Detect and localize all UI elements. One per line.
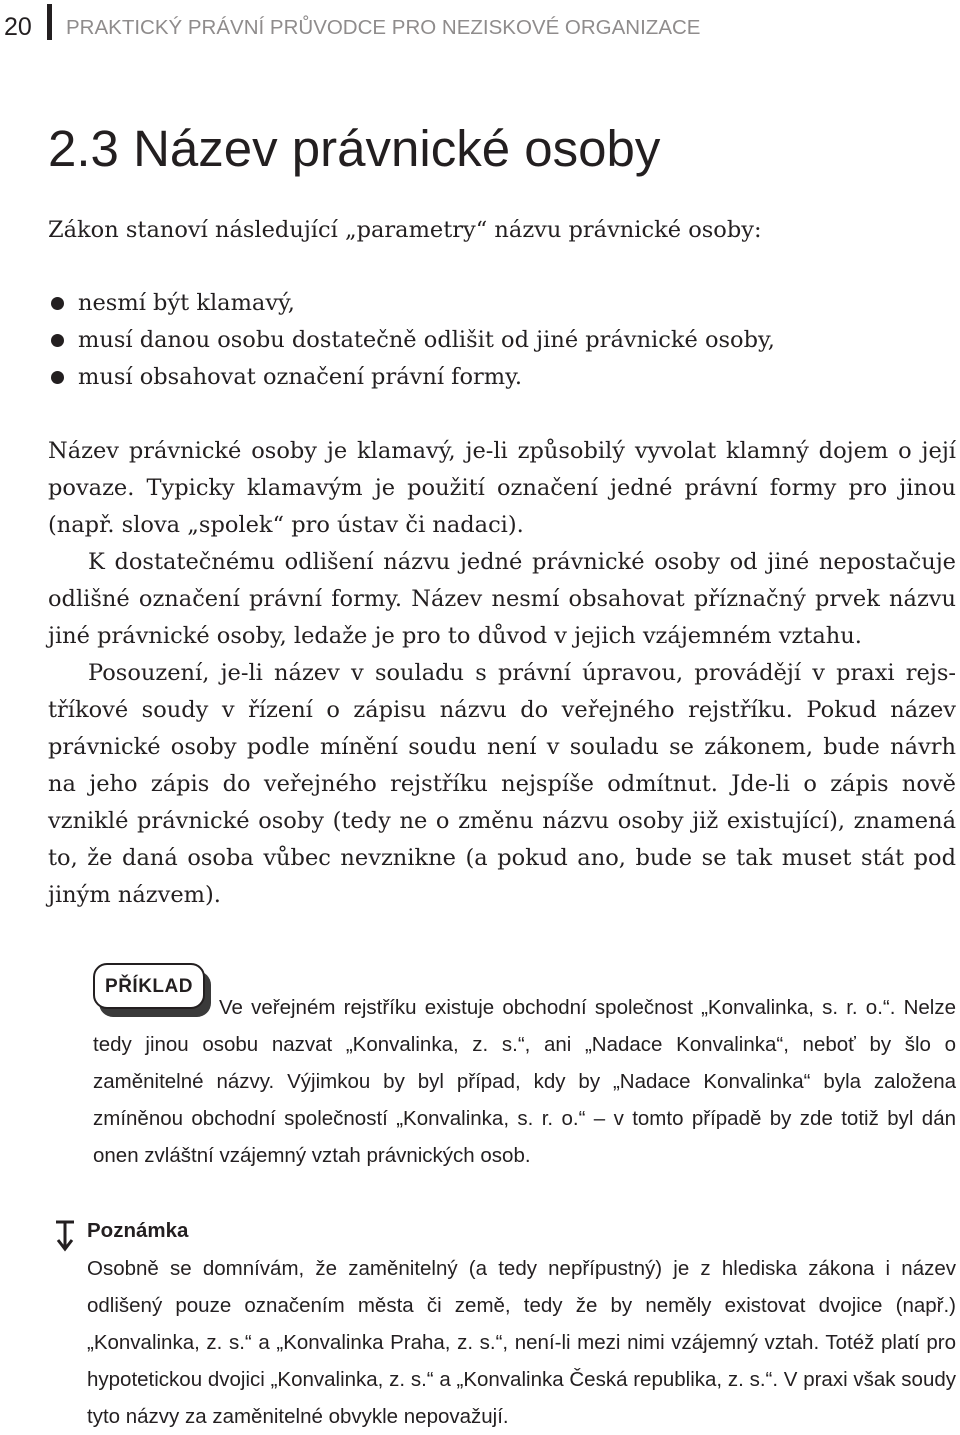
list-item — [48, 322, 775, 359]
bullet-dot-icon — [51, 371, 64, 384]
paragraph: Posouzení, je-li název v souladu s právní úpravou, provádějí v praxi rejstříkové soudy v řízení o zápisu názvu do veřejného rejstříku. Pokud název právnické osoby podle mínění soudu není v souladu se zákonem, bude návrh na jeho zápis do veřejného rejstříku nejspíše odmítnut. Jde-li o zápis nově vzniklé právnické osoby (tedy ne o změnu názvu osoby již existující), znamená to, že daná osoba vůbec nevznikne (a pokud ano, bude se tak muset stát pod jiným názvem). — [48, 660, 956, 908]
body-text — [48, 433, 956, 914]
bullet-dot-icon — [51, 297, 64, 310]
note-title: Poznámka — [87, 1219, 189, 1242]
section-title: 2.3 Název právnické osoby — [48, 120, 661, 177]
example-block — [93, 963, 956, 1174]
paragraph: K dostatečnému odlišení názvu jedné právnické osoby od jiné nepostačuje odlišné označení právní formy. Název nesmí obsahovat příznačný prvek názvu jiné právnické osoby, ledaže je pro to důvod v jejich vzájemném vztahu. — [48, 549, 956, 649]
list-item-text: musí obsahovat označení právní formy. — [78, 364, 523, 390]
list-item — [48, 359, 775, 396]
example-text: Ve veřejném rejstříku existuje obchodní společnost „Konvalinka, s. r. o.“. Nelze tedy jinou osobu nazvat „Konvalinka, z. s.“, ani „Nadace Konvalinka“, neboť by šlo o zaměnitelné názvy. Výjimkou by byl případ, kdy by „Nadace Konvalinka“ byla založena zmíněnou obchodní společností „Konvalinka, s. r. o.“ – v tomto případě by zde totiž byl dán onen zvláštní vzájemný vztah právnických osob. — [93, 996, 956, 1167]
running-head: PRAKTICKÝ PRÁVNÍ PRŮVODCE PRO NEZISKOVÉ ORGANIZACE — [66, 16, 701, 39]
requirements-list — [48, 285, 775, 396]
paragraph: Název právnické osoby je klamavý, je-li způsobilý vyvolat klamný dojem o její povaze. Typicky klamavým je použití označení jedné právní formy pro jinou (např. slova „spolek“ pro ústav či nadaci). — [48, 438, 956, 538]
page-number: 20 — [4, 13, 32, 41]
list-item-text: nesmí být klamavý, — [78, 290, 295, 316]
example-badge-label: PŘÍKLAD — [93, 963, 205, 1009]
list-item — [48, 285, 775, 322]
header-rule — [47, 4, 52, 40]
bullet-dot-icon — [51, 334, 64, 347]
note-arrow-icon — [55, 1220, 75, 1252]
section-intro: Zákon stanoví následující „parametry“ názvu právnické osoby: — [48, 217, 762, 243]
example-badge — [93, 963, 211, 1013]
note-text: Osobně se domnívám, že zaměnitelný (a tedy nepřípustný) je z hlediska zákona i název odlišený pouze označením města či země, tedy že by neměly existovat dvojice (např.) „Konvalinka, z. s.“ a „Konvalinka Praha, z. s.“, není-li mezi nimi vzájemný vztah. Totéž platí pro hypotetickou dvojici „Konvalinka, z. s.“ a „Konvalinka Česká republika, z. s.“. V praxi však soudy tyto názvy za zaměnitelné obvykle nepovažují. — [87, 1257, 956, 1428]
list-item-text: musí danou osobu dostatečně odlišit od jiné právnické osoby, — [78, 327, 775, 353]
